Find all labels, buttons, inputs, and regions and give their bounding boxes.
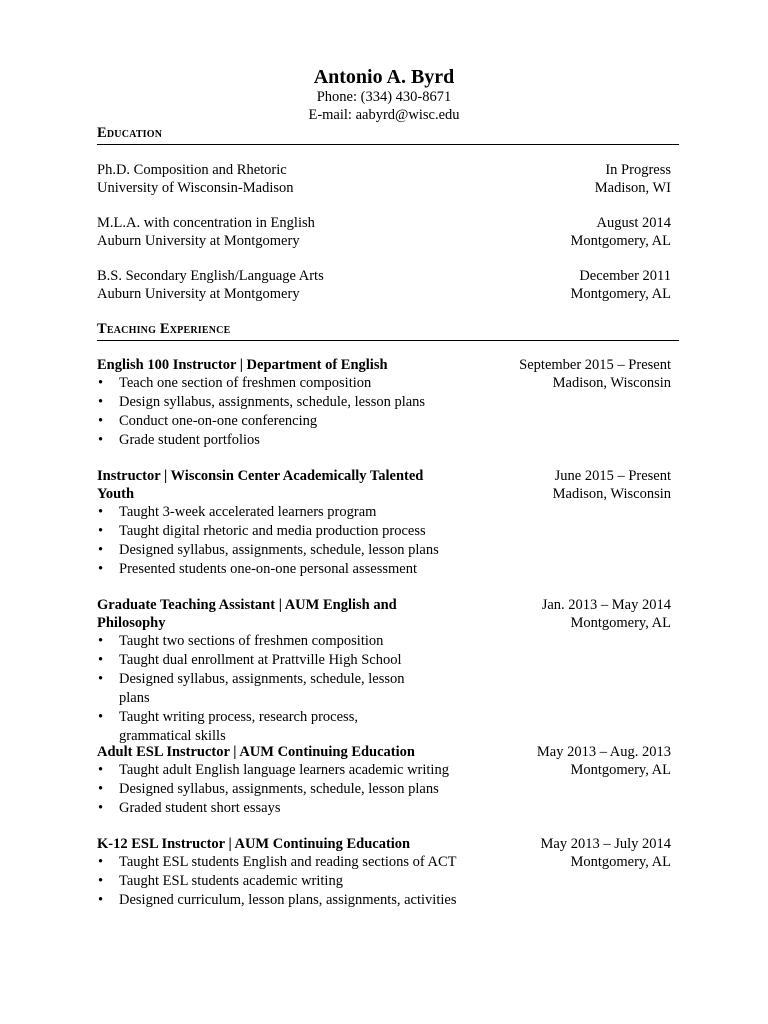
education-entry <box>97 161 467 197</box>
date: June 2015 – Present <box>554 468 671 484</box>
education-entry-meta <box>451 267 671 303</box>
education-entry <box>97 267 467 303</box>
duty-item: • Taught adult English language learners academic writing <box>97 761 467 780</box>
date: May 2013 – July 2014 <box>540 836 671 852</box>
teaching-entry-meta <box>451 356 671 392</box>
school: Auburn University at Montgomery <box>97 233 300 249</box>
education-entry <box>97 214 467 250</box>
duty-list <box>97 853 467 910</box>
location: Montgomery, AL <box>570 854 671 870</box>
duty-item: • Taught ESL students English and reading sections of ACT <box>97 853 467 872</box>
location: Montgomery, AL <box>570 615 671 631</box>
school: Auburn University at Montgomery <box>97 286 300 302</box>
teaching-entry <box>97 743 467 818</box>
job-title: Adult ESL Instructor | AUM Continuing Education <box>97 744 415 760</box>
email-line: E-mail: aabyrd@wisc.edu <box>308 107 460 123</box>
location: Montgomery, AL <box>570 762 671 778</box>
resume-name: Antonio A. Byrd <box>313 66 455 88</box>
date: September 2015 – Present <box>519 357 671 373</box>
duty-list <box>97 632 427 746</box>
job-title: Instructor | Wisconsin Center Academically Talented Youth <box>97 468 424 502</box>
phone-line: Phone: (334) 430-8671 <box>316 89 452 105</box>
degree: M.L.A. with concentration in English <box>97 215 315 231</box>
education-heading-text: Education <box>97 125 163 141</box>
location: Montgomery, AL <box>570 233 671 249</box>
teaching-entry-meta <box>451 467 671 503</box>
duty-item: • Graded student short essays <box>97 799 467 818</box>
location: Madison, Wisconsin <box>552 375 671 391</box>
duty-list <box>97 503 447 579</box>
date: May 2013 – Aug. 2013 <box>536 744 671 760</box>
duty-list <box>97 374 467 450</box>
duty-item: • Designed syllabus, assignments, schedule, lesson plans <box>97 670 427 708</box>
job-title: K-12 ESL Instructor | AUM Continuing Education <box>97 836 411 852</box>
degree: B.S. Secondary English/Language Arts <box>97 268 324 284</box>
duty-item: • Designed curriculum, lesson plans, assignments, activities <box>97 891 467 910</box>
job-title: English 100 Instructor | Department of English <box>97 357 388 373</box>
teaching-entry-meta <box>451 743 671 779</box>
duty-item: • Designed syllabus, assignments, schedule, lesson plans <box>97 541 447 560</box>
teaching-entry <box>97 356 467 450</box>
duty-item: • Teach one section of freshmen composition <box>97 374 467 393</box>
date: In Progress <box>605 162 671 178</box>
school: University of Wisconsin-Madison <box>97 180 294 196</box>
teaching-entry <box>97 467 447 579</box>
teaching-heading-text: Teaching Experience <box>97 321 231 337</box>
duty-item: • Designed syllabus, assignments, schedule, lesson plans <box>97 780 467 799</box>
teaching-entry <box>97 835 467 910</box>
location: Madison, WI <box>594 180 671 196</box>
degree: Ph.D. Composition and Rhetoric <box>97 162 287 178</box>
date: August 2014 <box>596 215 671 231</box>
duty-item: • Grade student portfolios <box>97 431 467 450</box>
duty-item: • Taught ESL students academic writing <box>97 872 467 891</box>
teaching-heading <box>97 321 679 341</box>
teaching-entry <box>97 596 427 746</box>
duty-item: • Taught digital rhetoric and media production process <box>97 522 447 541</box>
teaching-entry-meta <box>451 596 671 632</box>
date: Jan. 2013 – May 2014 <box>541 597 671 613</box>
job-title: Graduate Teaching Assistant | AUM English and Philosophy <box>97 597 397 631</box>
education-heading <box>97 125 679 145</box>
location: Montgomery, AL <box>570 286 671 302</box>
duty-item: • Design syllabus, assignments, schedule, lesson plans <box>97 393 467 412</box>
duty-item: • Conduct one-on-one conferencing <box>97 412 467 431</box>
duty-list <box>97 761 467 818</box>
duty-item: • Taught dual enrollment at Prattville High School <box>97 651 427 670</box>
duty-item: • Taught 3-week accelerated learners program <box>97 503 447 522</box>
education-entry-meta <box>451 214 671 250</box>
duty-item: • Taught two sections of freshmen composition <box>97 632 427 651</box>
education-entry-meta <box>451 161 671 197</box>
teaching-entry-meta <box>451 835 671 871</box>
duty-item: • Taught writing process, research process, grammatical skills <box>97 708 427 746</box>
date: December 2011 <box>579 268 671 284</box>
location: Madison, Wisconsin <box>552 486 671 502</box>
duty-item: • Presented students one-on-one personal assessment <box>97 560 447 579</box>
